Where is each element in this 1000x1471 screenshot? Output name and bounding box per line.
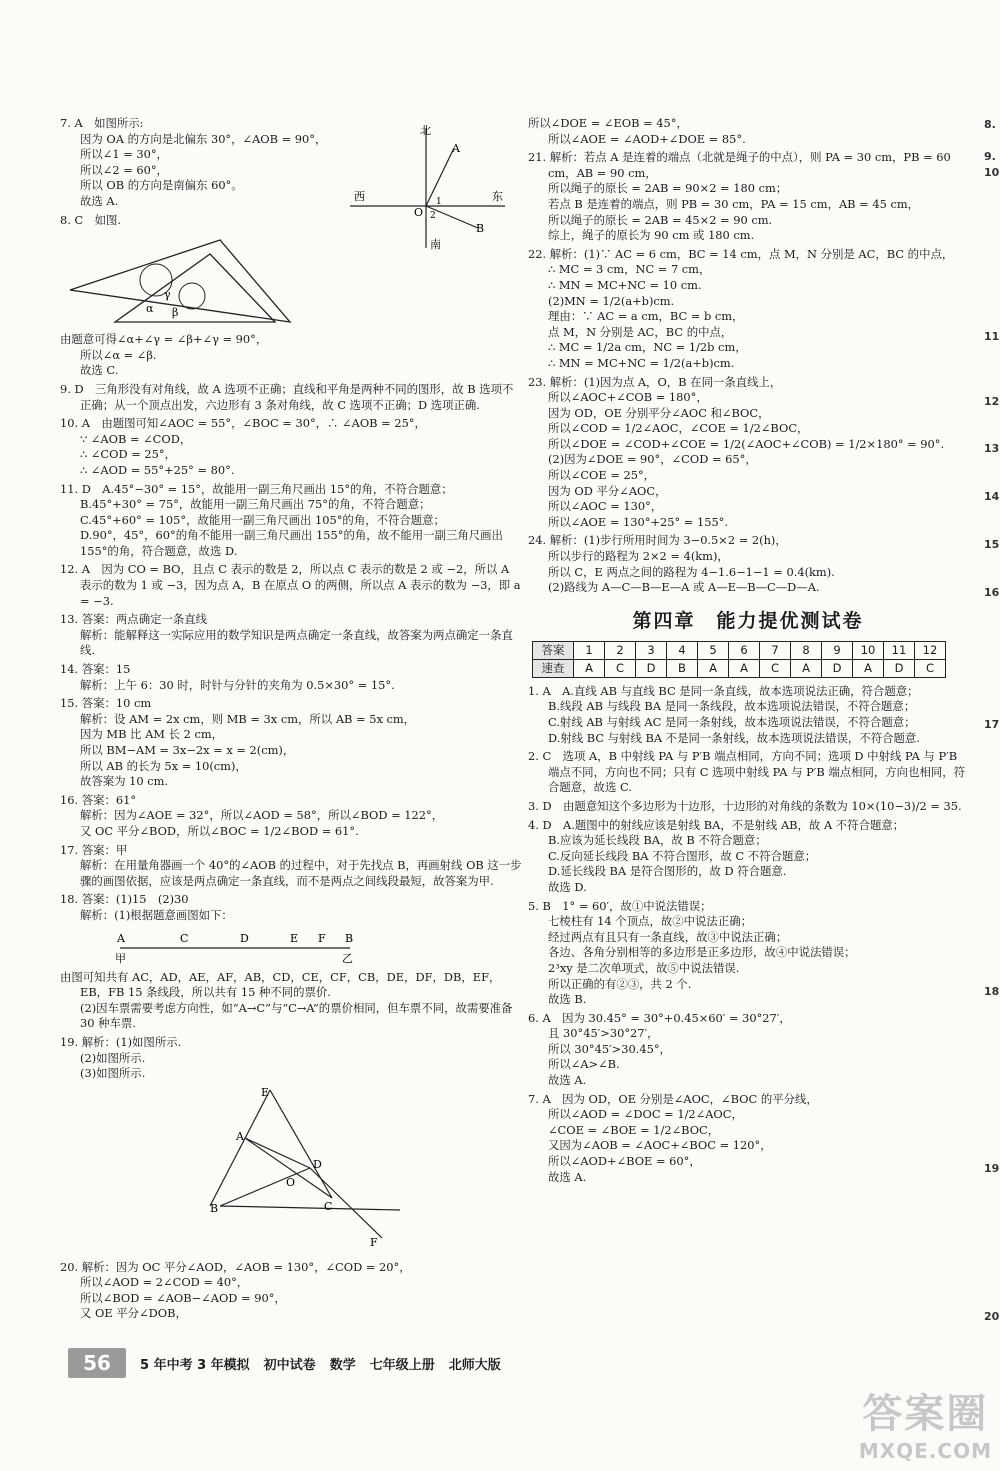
text-line: 13. 答案：两点确定一条直线 <box>60 612 208 627</box>
text-line: 4. D A.题图中的射线应该是射线 BA，不是射线 AB，故 A 不符合题意； <box>528 817 905 832</box>
text-line: 所以绳子的原长 = 2AB = 45×2 = 90 cm. <box>548 212 773 227</box>
answer-cell: D <box>636 659 667 677</box>
answer-cell: A <box>574 659 605 677</box>
text-line: 所以∠AOE = ∠AOD+∠DOE = 85°. <box>548 131 746 146</box>
text-line: B.应该为延长线段 BA，故 B 不符合题意； <box>548 833 767 848</box>
text-line: 各边、各角分别相等的多边形是正多边形，故④中说法错误； <box>548 945 856 960</box>
text-line: D.射线 BC 与射线 BA 不是同一条射线，故本选项说法错误，不符合题意. <box>548 730 920 745</box>
answer-cell: C <box>605 659 636 677</box>
point-f-label: F <box>370 1235 378 1249</box>
text-line: 所以∠COE = 25°， <box>548 468 656 483</box>
edge-mark: 19 <box>984 1162 1000 1175</box>
text-line: 8. C 如图. <box>60 212 121 227</box>
text-line: (3)如图所示. <box>80 1066 146 1081</box>
footer-series: 5 年中考 3 年模拟 <box>140 1357 250 1373</box>
west-label: 西 <box>354 190 365 203</box>
answer-item <box>528 899 968 1008</box>
answer-item <box>528 247 968 372</box>
answer-cell: B <box>667 659 698 677</box>
point-o-label: O <box>286 1175 296 1189</box>
answer-item <box>60 612 522 659</box>
number-cell: 6 <box>729 641 760 659</box>
text-line: 又 OE 平分∠DOB， <box>80 1306 187 1321</box>
text-line: 所以∠α = ∠β. <box>80 347 157 362</box>
text-line: 22. 解析：(1)∵ AC = 6 cm，BC = 14 cm，点 M，N 分别是 AC，BC 的中点， <box>528 246 954 261</box>
answer-cell: D <box>884 659 915 677</box>
edge-mark: 20 <box>984 1310 1000 1323</box>
text-line: 由图可知共有 AC，AD，AE，AF，AB，CD，CE，CF，CB，DE，DF，DB，EF，EB，FB 15 条线段，所以共有 15 种不同的票价. <box>60 969 501 1000</box>
text-line: ∴ MC = 3 cm，NC = 7 cm， <box>548 262 711 277</box>
point-d-label: D <box>240 931 249 945</box>
answer-item <box>60 843 522 890</box>
text-line: 16. 答案：61° <box>60 792 137 807</box>
east-label: 东 <box>492 190 503 203</box>
figure-18-segment <box>60 928 522 966</box>
page-footer <box>68 1348 515 1378</box>
answer-cell: C <box>760 659 791 677</box>
edge-mark: 18 <box>984 985 1000 998</box>
text-line: 故选 D. <box>548 879 587 894</box>
text-line: 所以∠AOD+∠BOE = 60°， <box>548 1154 701 1169</box>
number-cell: 4 <box>667 641 698 659</box>
text-line: 所以∠COD = 1/2∠AOC，∠COE = 1/2∠BOC， <box>548 421 809 436</box>
text-line: 14. 答案：15 <box>60 662 131 677</box>
text-line: 12. A 因为 CO = BO，且点 C 表示的数是 2，所以点 C 表示的数是 2 或 −2，所以 A 表示的数为 1 或 −3，因为点 A，B 在原点 O 的两侧，所以点 A 表示的数为 −3，即 a = −3. <box>60 562 525 608</box>
text-line: B.45°+30° = 75°，故能用一副三角尺画出 75°的角，不符合题意； <box>80 497 431 512</box>
text-line: 所以步行的路程为 2×2 = 4(km)， <box>548 549 729 564</box>
number-cell: 10 <box>853 641 884 659</box>
text-line: 解析：(1)根据题意画图如下： <box>80 907 233 922</box>
answer-cell: D <box>822 659 853 677</box>
text-line: 所以正确的有②③，共 2 个. <box>548 976 692 991</box>
text-line: 所以绳子的原长 = 2AB = 90×2 = 180 cm； <box>548 181 788 196</box>
text-line: ∴ MN = MC+NC = 10 cm. <box>548 277 702 292</box>
text-line: 由题意可得∠α+∠γ = ∠β+∠γ = 90°， <box>60 332 268 347</box>
text-line: 所以 BM−AM = 3x−2x = x = 2(cm)， <box>80 743 295 757</box>
point-a-label: A <box>236 1129 244 1143</box>
page-number: 56 <box>68 1348 126 1378</box>
text-line: 所以∠AOE = 130°+25° = 155°. <box>548 514 729 529</box>
answer-table <box>532 641 946 678</box>
text-line: ∴ ∠COD = 25°， <box>80 447 176 462</box>
station-yi-label: 乙 <box>342 951 353 965</box>
beta-label: β <box>172 306 179 320</box>
edge-mark: 15 <box>984 538 1000 551</box>
text-line: 18. 答案：(1)15 (2)30 <box>60 892 189 907</box>
gamma-label: γ <box>164 288 171 302</box>
text-line: D.延长线段 BA 是符合图形的，故 D 符合题意. <box>548 864 787 879</box>
number-cell: 7 <box>760 641 791 659</box>
answer-item <box>528 533 968 595</box>
point-f-label: F <box>318 931 326 945</box>
edge-mark: 12 <box>984 395 1000 408</box>
text-line: 7. A 因为 OD，OE 分别是∠AOC，∠BOC 的平分线， <box>528 1091 818 1106</box>
footer-type: 初中试卷 <box>263 1357 316 1373</box>
text-line: 所以∠DOE = ∠EOB = 45°， <box>528 116 688 130</box>
text-line: 所以∠AOC+∠COB = 180°， <box>548 390 708 405</box>
answer-item <box>60 696 522 790</box>
text-line: (2)因车票需要考虑方向性，如“A→C”与“C→A”的票价相同，但车票不同，故需要准备 30 种车票. <box>80 1000 517 1031</box>
text-line: 23. 解析：(1)因为点 A，O，B 在同一条直线上， <box>528 374 782 389</box>
text-line: 9. D 三角形没有对角线，故 A 选项不正确；直线和平角是两种不同的图形，故 B 选项不正确；从一个顶点出发，六边形有 3 条对角线，故 C 选项不正确；D 选项正确. <box>60 381 514 412</box>
number-cell: 2 <box>605 641 636 659</box>
text-line: ∠COE = ∠BOE = 1/2∠BOC， <box>548 1122 720 1137</box>
text-line: 又因为∠AOB = ∠AOC+∠BOC = 120°， <box>548 1138 772 1153</box>
answer-item <box>60 1260 522 1322</box>
text-line: 故选 A. <box>80 193 119 208</box>
answer-item <box>528 749 968 796</box>
answer-item <box>528 1092 968 1186</box>
text-line: 所以∠DOE = ∠COD+∠COE = 1/2(∠AOC+∠COB) = 1/2×180° = 90°. <box>548 436 945 451</box>
text-line: 经过两点有且只有一条直线，故③中说法正确； <box>548 929 788 944</box>
text-line: 解析：设 AM = 2x cm，则 MB = 3x cm，所以 AB = 5x cm， <box>80 711 416 726</box>
text-line: C.反向延长线段 BA 不符合图形，故 C 不符合题意； <box>548 848 817 863</box>
edge-mark: 14 <box>984 490 1000 503</box>
edge-mark: 11 <box>984 330 1000 343</box>
answer-item <box>60 1035 522 1082</box>
answer-cell: A <box>791 659 822 677</box>
edge-mark: 8. <box>984 118 996 131</box>
number-cell: 1 <box>574 641 605 659</box>
text-line: 故选 B. <box>548 992 587 1007</box>
text-line: 故答案为 10 cm. <box>80 774 169 789</box>
text-line: 11. D A.45°−30° = 15°，故能用一副三角尺画出 15°的角，不符合题意； <box>60 481 453 496</box>
text-line: 所以∠2 = 60°， <box>80 162 168 177</box>
text-line: (2)路线为 A—C—B—E—A 或 A—E—B—C—D—A. <box>548 580 820 595</box>
text-line: 故选 A. <box>548 1073 587 1088</box>
text-line: C.射线 AB 与射线 AC 是同一条射线，故本选项说法错误，不符合题意； <box>548 715 916 729</box>
answer-cell: C <box>915 659 946 677</box>
answer-item <box>528 375 968 531</box>
chapter-title: 第四章 能力提优测试卷 <box>632 609 864 632</box>
point-a-label: A <box>117 931 125 945</box>
text-line: 所以∠AOD = 2∠COD = 40°， <box>80 1275 249 1290</box>
footer-edition: 北师大版 <box>448 1357 501 1373</box>
text-line: 因为 MB 比 AM 长 2 cm， <box>80 727 224 742</box>
left-column <box>60 116 525 1325</box>
answer-item <box>60 382 522 413</box>
text-line: 7. A 如图所示: <box>60 116 144 130</box>
text-line: 因为 OD 平分∠AOC， <box>548 483 667 498</box>
answer-table-answer-row <box>533 659 946 677</box>
answer-table-number-row <box>533 641 946 659</box>
origin-o-label: O <box>414 206 424 219</box>
answer-cell: A <box>698 659 729 677</box>
text-line: 故选 C. <box>80 363 119 378</box>
edge-mark: 17 <box>984 718 1000 731</box>
text-line: 6. A 因为 30.45° = 30°+0.45×60′ = 30°27′， <box>528 1010 791 1025</box>
number-cell: 3 <box>636 641 667 659</box>
number-cell: 9 <box>822 641 853 659</box>
table-header-cell: 答案 <box>533 641 574 659</box>
point-c-label: C <box>180 931 189 945</box>
text-line: (2)因为∠DOE = 90°，∠COD = 65°， <box>548 452 757 467</box>
text-line: 21. 解析：若点 A 是连着的端点（北就是绳子的中点），则 PA = 30 cm，PB = 60 cm，AB = 90 cm， <box>528 150 955 180</box>
watermark <box>859 1382 992 1463</box>
text-line: B.线段 AB 与线段 BA 是同一条线段，故本选项说法错误，不符合题意； <box>548 699 916 714</box>
text-line: 所以∠BOD = ∠AOB−∠AOD = 90°， <box>80 1290 286 1305</box>
angle-1-label: 1 <box>436 197 442 207</box>
edge-mark: 9. <box>984 150 996 163</box>
edge-mark: 13 <box>984 442 1000 455</box>
answer-item <box>60 562 525 609</box>
answer-item <box>60 482 522 560</box>
text-line: ∴ MN = MC+NC = 1/2(a+b)cm. <box>548 355 735 370</box>
text-line: 15. 答案：10 cm <box>60 696 152 711</box>
text-line: 3. D 由题意知这个多边形为十边形，十边形的对角线的条数为 10×(10−3)/2 = 35. <box>528 798 962 813</box>
number-cell: 8 <box>791 641 822 659</box>
text-line: 解析：因为∠AOE = 32°，所以∠AOD = 58°，所以∠BOD = 122°， <box>80 808 444 823</box>
point-b-label: B <box>210 1201 219 1215</box>
station-jia-label: 甲 <box>115 951 126 965</box>
text-line: 解析：能解释这一实际应用的数学知识是两点确定一条直线，故答案为两点确定一条直线. <box>80 627 513 658</box>
text-line: D.90°，45°，60°的角不能用一副三角尺画出 155°的角，故不能用一副三角尺画出 155°的角，符合题意，故选 D. <box>80 528 507 558</box>
text-line: 因为 OA 的方向是北偏东 30°，∠AOB = 90°， <box>80 131 327 146</box>
answer-item <box>60 662 522 693</box>
text-line: C.45°+60° = 105°，故能用一副三角尺画出 105°的角，不符合题意； <box>80 512 445 527</box>
edge-mark: 16 <box>984 586 1000 599</box>
table-header-cell: 速查 <box>533 659 574 677</box>
footer-subject: 数学 <box>329 1357 356 1373</box>
number-cell: 11 <box>884 641 915 659</box>
figure-7-compass <box>350 120 510 253</box>
text-line: 点 M，N 分别是 AC，BC 的中点， <box>548 324 733 339</box>
answer-item <box>60 892 522 923</box>
alpha-label: α <box>146 302 154 316</box>
text-line: 又 OC 平分∠BOD，所以∠BOC = 1/2∠BOD = 61°. <box>80 823 359 838</box>
text-line: 1. A A.直线 AB 与直线 BC 是同一条直线，故本选项说法正确，符合题意； <box>528 683 919 698</box>
figure-19-construction <box>60 1086 522 1256</box>
answer-item <box>60 970 522 1032</box>
text-line: ∵ ∠AOB = ∠COD， <box>80 431 192 446</box>
text-line: 所以 C，E 两点之间的路程为 4−1.6−1−1 = 0.4(km). <box>548 564 835 579</box>
text-line: 若点 B 是连着的端点，则 PB = 30 cm，PA = 15 cm，AB = 45 cm， <box>548 196 920 211</box>
text-line: 且 30°45′>30°27′， <box>548 1026 659 1041</box>
answer-item <box>528 818 968 896</box>
answer-item <box>60 793 522 840</box>
text-line: 2³xy 是二次单项式，故⑤中说法错误. <box>548 960 740 975</box>
text-line: 19. 解析：(1)如图所示. <box>60 1034 182 1049</box>
point-a-label: A <box>452 142 460 155</box>
footer-grade: 七年级上册 <box>369 1357 435 1373</box>
answer-item <box>528 116 968 147</box>
answer-cell: A <box>853 659 884 677</box>
text-line: (2)如图所示. <box>80 1050 146 1065</box>
text-line: 所以∠AOC = 130°， <box>548 499 663 514</box>
answer-item <box>60 416 522 478</box>
answer-item <box>528 1011 968 1089</box>
edge-mark: 10 <box>984 166 1000 179</box>
north-label: 北 <box>420 124 431 137</box>
text-line: 综上，绳子的原长为 90 cm 或 180 cm. <box>548 228 755 243</box>
answer-item <box>528 799 968 815</box>
angle-2-label: 2 <box>430 211 436 221</box>
text-line: 故选 A. <box>548 1169 587 1184</box>
point-b-label: B <box>345 931 354 945</box>
text-line: 所以 OB 的方向是南偏东 60°。 <box>80 178 243 193</box>
text-line: 10. A 由题图可知∠AOC = 55°，∠BOC = 30°，∴ ∠AOB = 25°， <box>60 416 426 431</box>
point-b-label: B <box>476 222 485 235</box>
answer-item <box>528 150 968 244</box>
text-line: 24. 解析：(1)步行所用时间为 3−0.5×2 = 2(h)， <box>528 533 787 548</box>
point-e-label: E <box>290 931 299 945</box>
text-line: 解析：在用量角器画一个 40°的∠AOB 的过程中，对于先找点 B，再画射线 OB 这一步骤的画图依据，应该是两点确定一条直线，而不是两点之间线段最短，故答案为甲. <box>80 858 522 888</box>
text-line: 17. 答案：甲 <box>60 842 128 857</box>
text-line: ∴ MC = 1/2a cm，NC = 1/2b cm， <box>548 340 747 355</box>
text-line: (2)MN = 1/2(a+b)cm. <box>548 293 675 308</box>
south-label: 南 <box>430 238 441 250</box>
number-cell: 5 <box>698 641 729 659</box>
text-line: 所以∠A>∠B. <box>548 1057 620 1072</box>
answer-item <box>60 332 522 379</box>
number-cell: 12 <box>915 641 946 659</box>
text-line: 所以∠AOD = ∠DOC = 1/2∠AOC， <box>548 1107 743 1122</box>
watermark-logo-text: 答案圈 <box>862 1391 989 1437</box>
point-c-label: C <box>324 1199 333 1213</box>
text-line: 20. 解析：因为 OC 平分∠AOD，∠AOB = 130°，∠COD = 20°， <box>60 1259 411 1274</box>
text-line: 2. C 选项 A，B 中射线 PA 与 P′B 端点相同，方向不同；选项 D 中射线 PA 与 P′B 端点不同，方向也不同；只有 C 选项中射线 PA 与 P′B 端点相同，方向也相同，符合题意，故选 C. <box>528 749 966 795</box>
text-line: 解析：上午 6：30 时，时针与分针的夹角为 0.5×30° = 15°. <box>80 677 395 692</box>
text-line: 七棱柱有 14 个顶点，故②中说法正确； <box>548 914 752 929</box>
text-line: ∴ ∠AOD = 55°+25° = 80°. <box>80 462 235 477</box>
text-line: 理由：∵ AC = a cm，BC = b cm， <box>548 309 744 324</box>
text-line: 所以 AB 的长为 5x = 10(cm)， <box>80 758 247 773</box>
answer-cell: A <box>729 659 760 677</box>
watermark-site: MXQE.COM <box>858 1439 992 1463</box>
point-e-label: E <box>261 1085 270 1099</box>
right-column <box>528 116 968 1188</box>
text-line: 所以∠1 = 30°， <box>80 147 168 162</box>
answer-item <box>528 684 968 746</box>
point-d-label: D <box>313 1157 322 1171</box>
text-line: 5. B 1° = 60′，故①中说法错误； <box>528 898 712 913</box>
text-line: 因为 OD，OE 分别平分∠AOC 和∠BOC， <box>548 405 770 420</box>
text-line: 所以 30°45′>30.45°， <box>548 1041 671 1056</box>
